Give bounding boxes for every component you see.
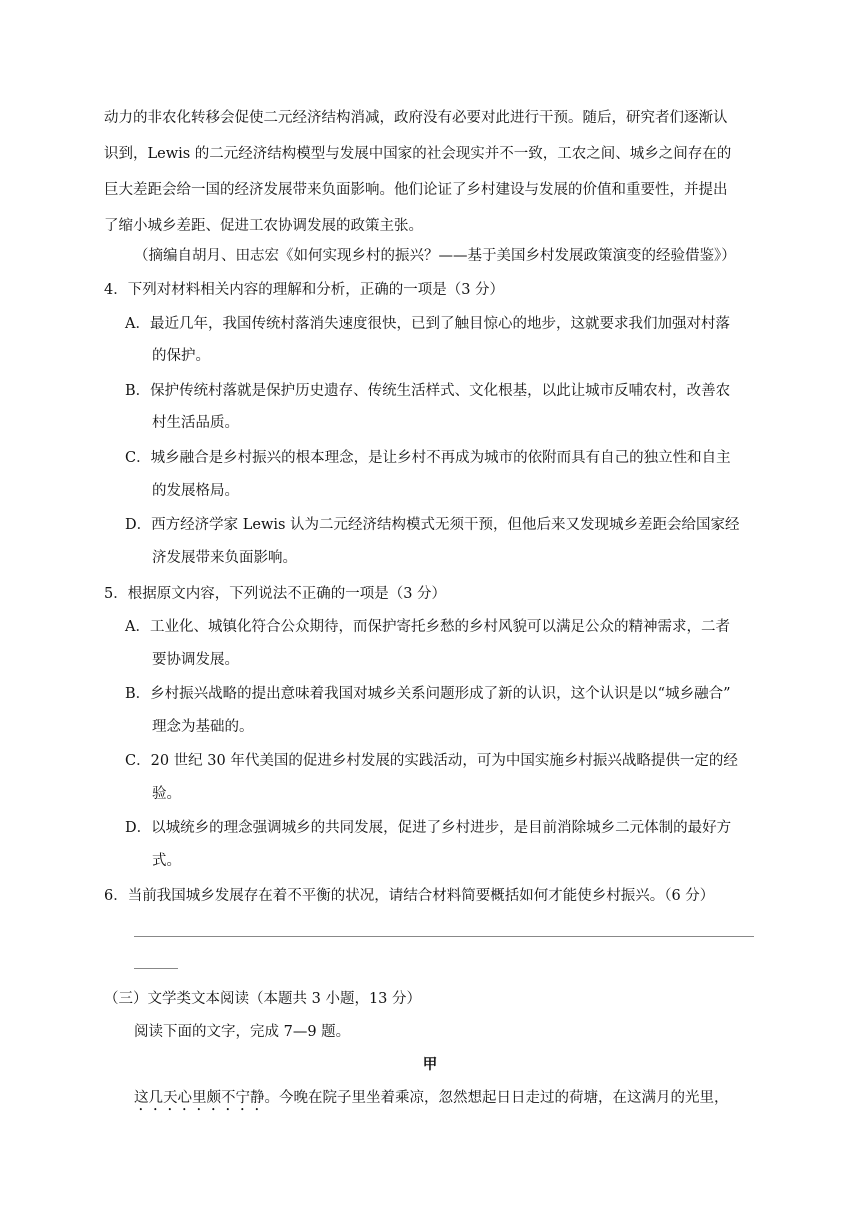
source-citation: （摘编自胡月、田志宏《如何实现乡村的振兴？——基于美国乡村发展政策演变的经验借鉴》） xyxy=(134,248,736,264)
question-4-stem: 4．下列对材料相关内容的理解和分析，正确的一项是（3 分） xyxy=(104,282,505,298)
q5-option-d-cont: 式。 xyxy=(152,853,181,869)
answer-line xyxy=(134,936,754,937)
q5-option-c-cont: 验。 xyxy=(152,786,181,802)
q4-option-b: B．保护传统村落就是保护历史遗存、传统生活样式、文化根基，以此让城市反哺农村，改善农 xyxy=(125,383,731,399)
section-3-heading: （三）文学类文本阅读（本题共 3 小题，13 分） xyxy=(104,991,422,1007)
passage-line: 巨大差距会给一国的经济发展带来负面影响。他们论证了乡村建设与发展的价值和重要性，并提出 xyxy=(104,182,728,198)
q4-option-d-cont: 济发展带来负面影响。 xyxy=(152,550,297,566)
passage-title: 甲 xyxy=(422,1056,438,1073)
q4-option-b-cont: 村生活品质。 xyxy=(152,415,239,431)
answer-line-short xyxy=(134,968,178,969)
section-3-instruction: 阅读下面的文字，完成 7—9 题。 xyxy=(134,1024,351,1040)
q5-option-b: B．乡村振兴战略的提出意味着我国对城乡关系问题形成了新的认识，这个认识是以“城乡融合” xyxy=(125,686,731,702)
passage-line: 识到，Lewis 的二元经济结构模型与发展中国家的社会现实并不一致，工农之间、城乡之间存在的 xyxy=(104,146,732,162)
passage-line: 动力的非农化转移会促使二元经济结构消减，政府没有必要对此进行干预。随后，研究者们逐渐认 xyxy=(104,110,728,126)
q5-option-d: D．以城统乡的理念强调城乡的共同发展，促进了乡村进步，是目前消除城乡二元体制的最好方 xyxy=(125,820,732,836)
question-5-stem: 5．根据原文内容，下列说法不正确的一项是（3 分） xyxy=(104,586,447,602)
q4-option-a-cont: 的保护。 xyxy=(152,348,210,364)
passage-first-line-rest: 。今晚在院子里坐着乘凉，忽然想起日日走过的荷塘，在这满月的光里， xyxy=(264,1090,729,1106)
passage-first-line xyxy=(134,1088,729,1114)
passage-line: 了缩小城乡差距、促进工农协调发展的政策主张。 xyxy=(104,218,423,234)
q5-option-a-cont: 要协调发展。 xyxy=(152,652,239,668)
emphasized-phrase: 这几天心里颇不宁静 xyxy=(134,1090,265,1106)
q4-option-c: C．城乡融合是乡村振兴的根本理念，是让乡村不再成为城市的依附而具有自己的独立性和自主 xyxy=(125,450,731,466)
q4-option-d: D．西方经济学家 Lewis 认为二元经济结构模式无须干预，但他后来又发现城乡差距会给国家经 xyxy=(125,517,740,533)
q4-option-a: A．最近几年，我国传统村落消失速度很快，已到了触目惊心的地步，这就要求我们加强对村落 xyxy=(125,316,730,332)
q5-option-b-cont: 理念为基础的。 xyxy=(152,719,254,735)
q4-option-c-cont: 的发展格局。 xyxy=(152,483,239,499)
q5-option-a: A．工业化、城镇化符合公众期待，而保护寄托乡愁的乡村风貌可以满足公众的精神需求，二者 xyxy=(125,619,730,635)
question-6-stem: 6．当前我国城乡发展存在着不平衡的状况，请结合材料简要概括如何才能使乡村振兴。（6 分） xyxy=(104,888,715,904)
q5-option-c: C．20 世纪 30 年代美国的促进乡村发展的实践活动，可为中国实施乡村振兴战略提供一定的经 xyxy=(125,753,738,769)
